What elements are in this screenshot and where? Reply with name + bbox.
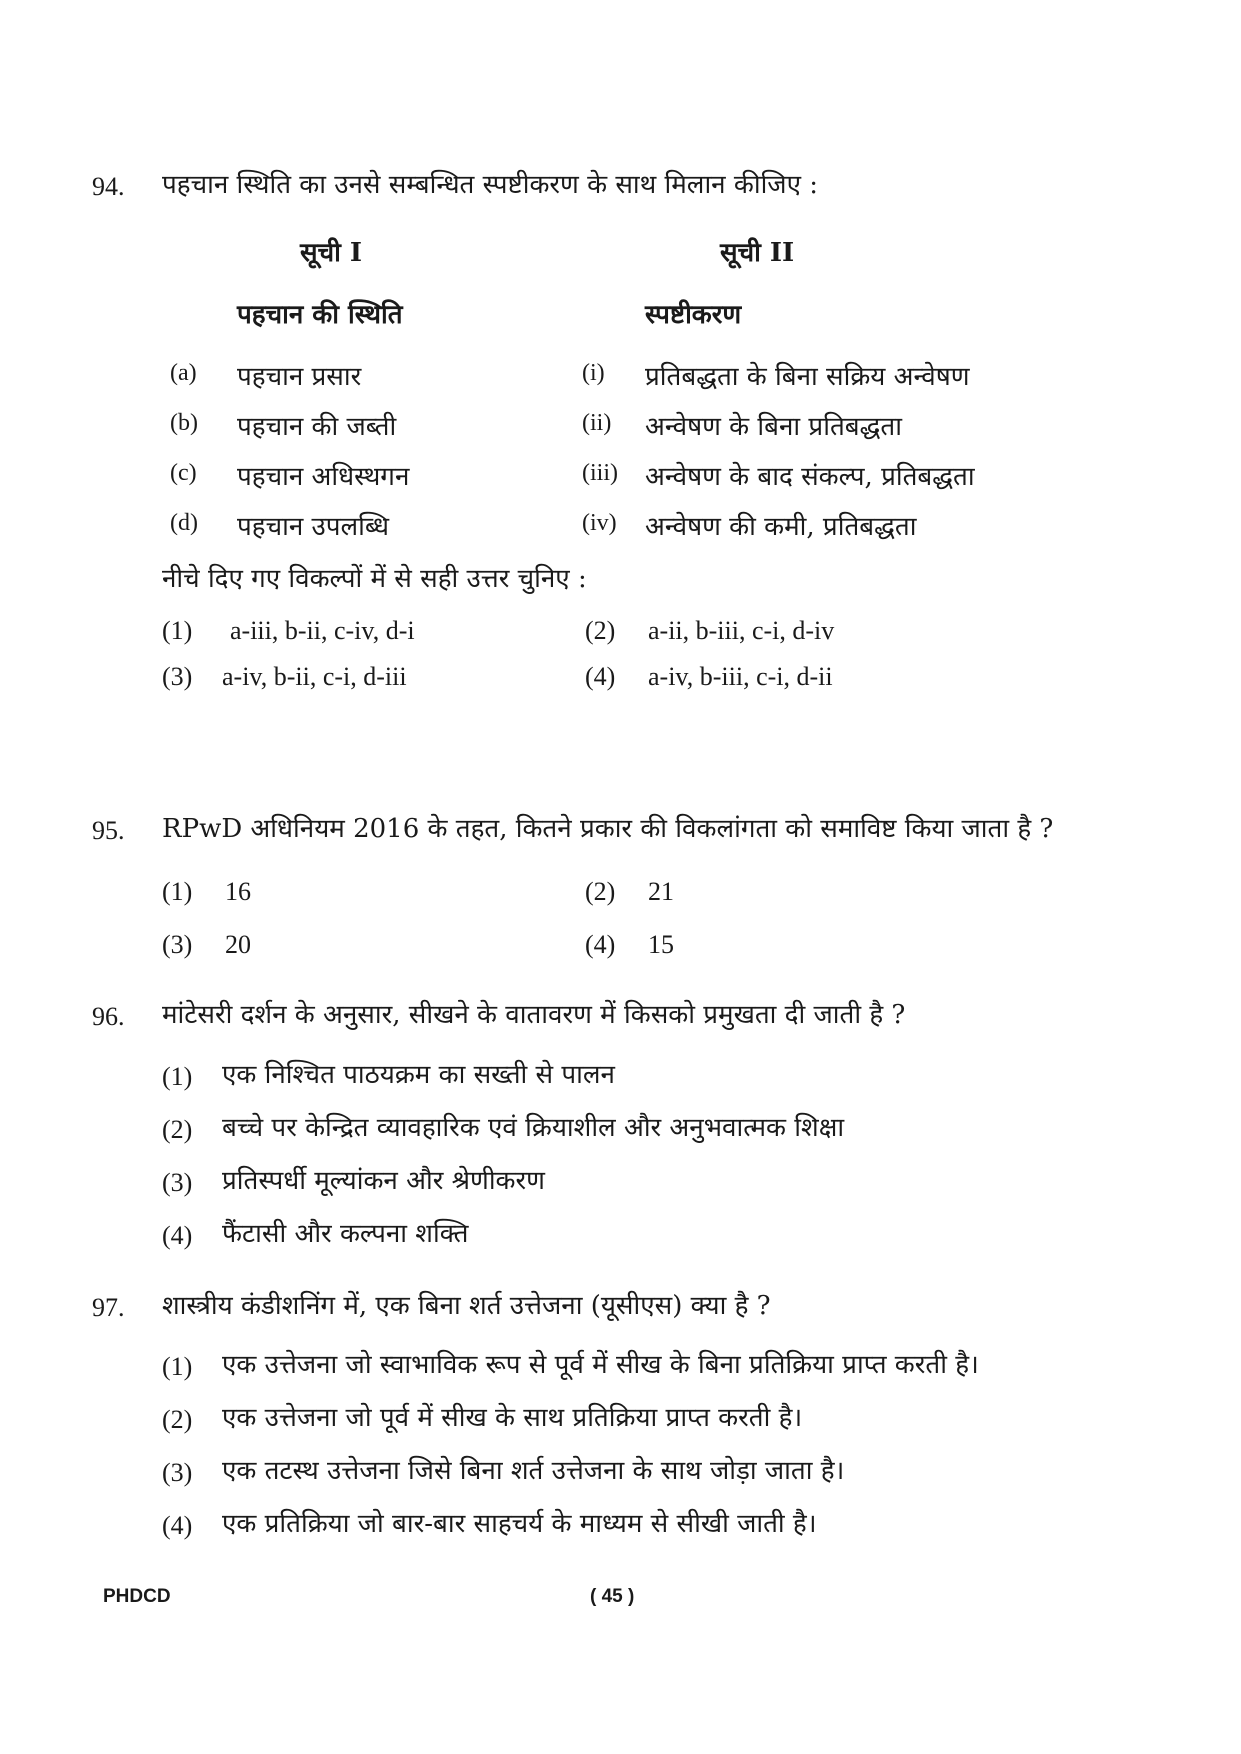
q97-option-2-text: एक उत्तेजना जो पूर्व में सीख के साथ प्रतिक्रिया प्राप्त करती है। [222,1403,803,1433]
q97-option-4-label: (4) [162,1511,193,1540]
q94-pair-i-label: (i) [582,360,605,386]
q94-option-3-text: a-iv, b-ii, c-i, d-iii [222,662,407,691]
q94-option-2-text: a-ii, b-iii, c-i, d-iv [648,616,835,645]
q95-option-1-label: (1) [162,877,193,906]
q96-question: मांटेसरी दर्शन के अनुसार, सीखने के वातावरण में किसको प्रमुखता दी जाती है ? [162,1000,906,1030]
q96-option-4-text: फैंटासी और कल्पना शक्ति [222,1219,469,1249]
q94-pair-b-label: (b) [170,410,198,436]
q94-pair-iii-label: (iii) [582,460,618,486]
q94-option-1-label: (1) [162,616,193,645]
q95-option-1-text: 16 [225,877,251,906]
q95-option-3-text: 20 [225,930,251,959]
q94-option-4-text: a-iv, b-iii, c-i, d-ii [648,662,833,691]
q95-question: RPwD अधिनियम 2016 के तहत, कितने प्रकार की विकलांगता को समाविष्ट किया जाता है ? [162,814,1054,844]
q96-number: 96. [92,1002,125,1031]
q94-list1-title: सूची I [300,238,363,268]
q94-pair-ii-label: (ii) [582,410,612,436]
q97-option-1-label: (1) [162,1352,193,1381]
q94-pair-iv-label: (iv) [582,510,617,536]
q94-pair-c-text: पहचान अधिस्थगन [237,462,410,492]
q94-question: पहचान स्थिति का उनसे सम्बन्धित स्पष्टीकरण के साथ मिलान कीजिए : [162,170,818,200]
q96-option-2-text: बच्चे पर केन्द्रित व्यावहारिक एवं क्रियाशील और अनुभवात्मक शिक्षा [222,1113,845,1143]
q97-option-4-text: एक प्रतिक्रिया जो बार-बार साहचर्य के माध्यम से सीखी जाती है। [222,1509,817,1539]
q97-number: 97. [92,1293,125,1322]
q94-pair-a-text: पहचान प्रसार [237,362,362,392]
q96-option-3-text: प्रतिस्पर्धी मूल्यांकन और श्रेणीकरण [222,1166,545,1196]
q94-list2-heading: स्पष्टीकरण [645,300,742,330]
q96-option-3-label: (3) [162,1168,193,1197]
footer-page-number: ( 45 ) [590,1586,635,1607]
q95-option-4-text: 15 [648,930,674,959]
q94-option-3-label: (3) [162,662,193,691]
q94-option-1-text: a-iii, b-ii, c-iv, d-i [230,616,415,645]
q94-pair-ii-text: अन्वेषण के बिना प्रतिबद्धता [645,412,902,442]
q94-list1-heading: पहचान की स्थिति [237,300,403,330]
q94-pair-d-label: (d) [170,510,198,536]
q96-option-2-label: (2) [162,1115,193,1144]
q96-option-1-text: एक निश्चित पाठयक्रम का सख्ती से पालन [222,1060,615,1090]
q96-option-4-label: (4) [162,1221,193,1250]
q94-instruction: नीचे दिए गए विकल्पों में से सही उत्तर चुनिए : [162,564,587,594]
q94-pair-d-text: पहचान उपलब्धि [237,512,390,542]
q94-pair-b-text: पहचान की जब्ती [237,412,397,442]
q94-option-2-label: (2) [585,616,616,645]
q97-option-3-text: एक तटस्थ उत्तेजना जिसे बिना शर्त उत्तेजना के साथ जोड़ा जाता है। [222,1456,845,1486]
q94-number: 94. [92,172,125,201]
q96-option-1-label: (1) [162,1062,193,1091]
q97-option-3-label: (3) [162,1458,193,1487]
q97-question: शास्त्रीय कंडीशनिंग में, एक बिना शर्त उत्तेजना (यूसीएस) क्या है ? [162,1291,771,1321]
q95-number: 95. [92,816,125,845]
q97-option-2-label: (2) [162,1405,193,1434]
q94-option-4-label: (4) [585,662,616,691]
q95-option-4-label: (4) [585,930,616,959]
q94-pair-i-text: प्रतिबद्धता के बिना सक्रिय अन्वेषण [645,362,970,392]
q94-pair-iv-text: अन्वेषण की कमी, प्रतिबद्धता [645,512,917,542]
q94-list2-title: सूची II [720,238,795,268]
q94-pair-iii-text: अन्वेषण के बाद संकल्प, प्रतिबद्धता [645,462,975,492]
q94-pair-a-label: (a) [170,360,197,386]
q95-option-2-text: 21 [648,877,674,906]
q95-option-2-label: (2) [585,877,616,906]
q95-option-3-label: (3) [162,930,193,959]
footer-code: PHDCD [103,1586,171,1607]
q94-pair-c-label: (c) [170,460,197,486]
q97-option-1-text: एक उत्तेजना जो स्वाभाविक रूप से पूर्व में सीख के बिना प्रतिक्रिया प्राप्त करती है। [222,1350,979,1380]
